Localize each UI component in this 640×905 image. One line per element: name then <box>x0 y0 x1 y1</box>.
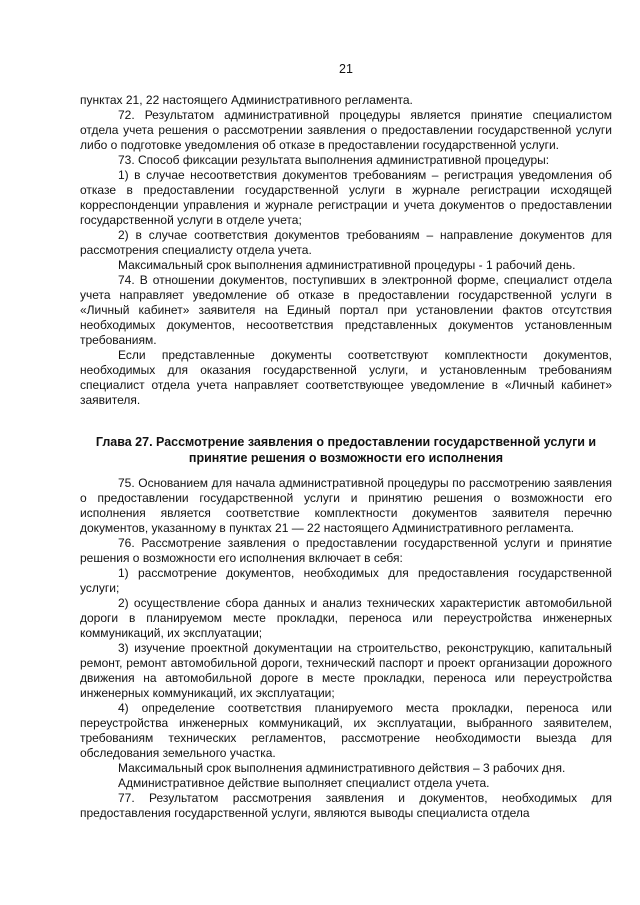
paragraph: 2) в случае соответствия документов требованиям – направление документов для рассмотрения специалисту отдела учета. <box>80 228 612 257</box>
text-block-top <box>80 93 612 408</box>
paragraph: Максимальный срок выполнения административной процедуры - 1 рабочий день. <box>118 258 576 272</box>
paragraph: 2) осуществление сбора данных и анализ технических характеристик автомобильной дороги в планируемом месте прокладки, переноса или переустройства инженерных коммуникаций, их эксплуатации; <box>80 596 612 640</box>
chapter-heading <box>80 434 612 466</box>
paragraph: 1) рассмотрение документов, необходимых для предоставления государственной услуги; <box>80 566 612 595</box>
paragraph: 73. Способ фиксации результата выполнения административной процедуры: <box>118 153 550 167</box>
paragraph: пунктах 21, 22 настоящего Административного регламента. <box>80 93 413 107</box>
paragraph: Если представленные документы соответствуют комплектности документов, необходимых для оказания государственной услуги, и установленным требованиям специалист отдела учета направляет соответствующее уведомление в «Личный кабинет» заявителя. <box>80 348 612 407</box>
paragraph: 75. Основанием для начала административной процедуры по рассмотрению заявления о предоставлении государственной услуги и принятию решения о возможности его исполнения является соответствие комплектности документов заявителя перечню документов, указанному в пунктах 21 — 22 настоящего Административного регламента. <box>80 476 612 535</box>
page-number: 21 <box>339 62 353 76</box>
paragraph: 74. В отношении документов, поступивших в электронной форме, специалист отдела учета направляет уведомление об отказе в предоставлении государственной услуги в «Личный кабинет» заявителя на Единый портал при установлении фактов отсутствия необходимых документов, несоответствия представленных документов установленным требованиям. <box>80 273 612 347</box>
paragraph: 3) изучение проектной документации на строительство, реконструкцию, капитальный ремонт, ремонт автомобильной дороги, технический паспорт и проект организации дорожного движения на автомобильной дороге в месте прокладки, переноса или переустройства инженерных коммуникаций, их эксплуатации; <box>80 641 612 700</box>
chapter-heading-line: Глава 27. Рассмотрение заявления о предоставлении государственной услуги и <box>95 435 597 449</box>
paragraph: 76. Рассмотрение заявления о предоставлении государственной услуги и принятие решения о возможности его исполнения включает в себя: <box>80 536 612 565</box>
paragraph: 72. Результатом административной процедуры является принятие специалистом отдела учета решения о рассмотрении заявления о предоставлении государственной услуги либо о подготовке уведомления об отказе в предоставлении государственной услуги. <box>80 108 612 152</box>
paragraph: Административное действие выполняет специалист отдела учета. <box>118 776 490 790</box>
paragraph: Максимальный срок выполнения административного действия – 3 рабочих дня. <box>118 761 566 775</box>
paragraph: 4) определение соответствия планируемого места прокладки, переноса или переустройства инженерных коммуникаций, их эксплуатации, выбранного заявителем, требованиям технических регламентов, рассмотрение необходимости выезда для обследования земельного участка. <box>80 701 612 760</box>
text-block-bottom <box>80 476 612 821</box>
chapter-heading-line: принятие решения о возможности его исполнения <box>188 451 504 465</box>
paragraph: 77. Результатом рассмотрения заявления и документов, необходимых для предоставления государственной услуги, являются выводы специалиста отдела <box>80 791 612 820</box>
paragraph: 1) в случае несоответствия документов требованиям – регистрация уведомления об отказе в предоставлении государственной услуги в журнале регистрации исходящей корреспонденции управления и журнале регистрации и учета документов о предоставлении государственной услуги в отделе учета; <box>80 168 612 227</box>
